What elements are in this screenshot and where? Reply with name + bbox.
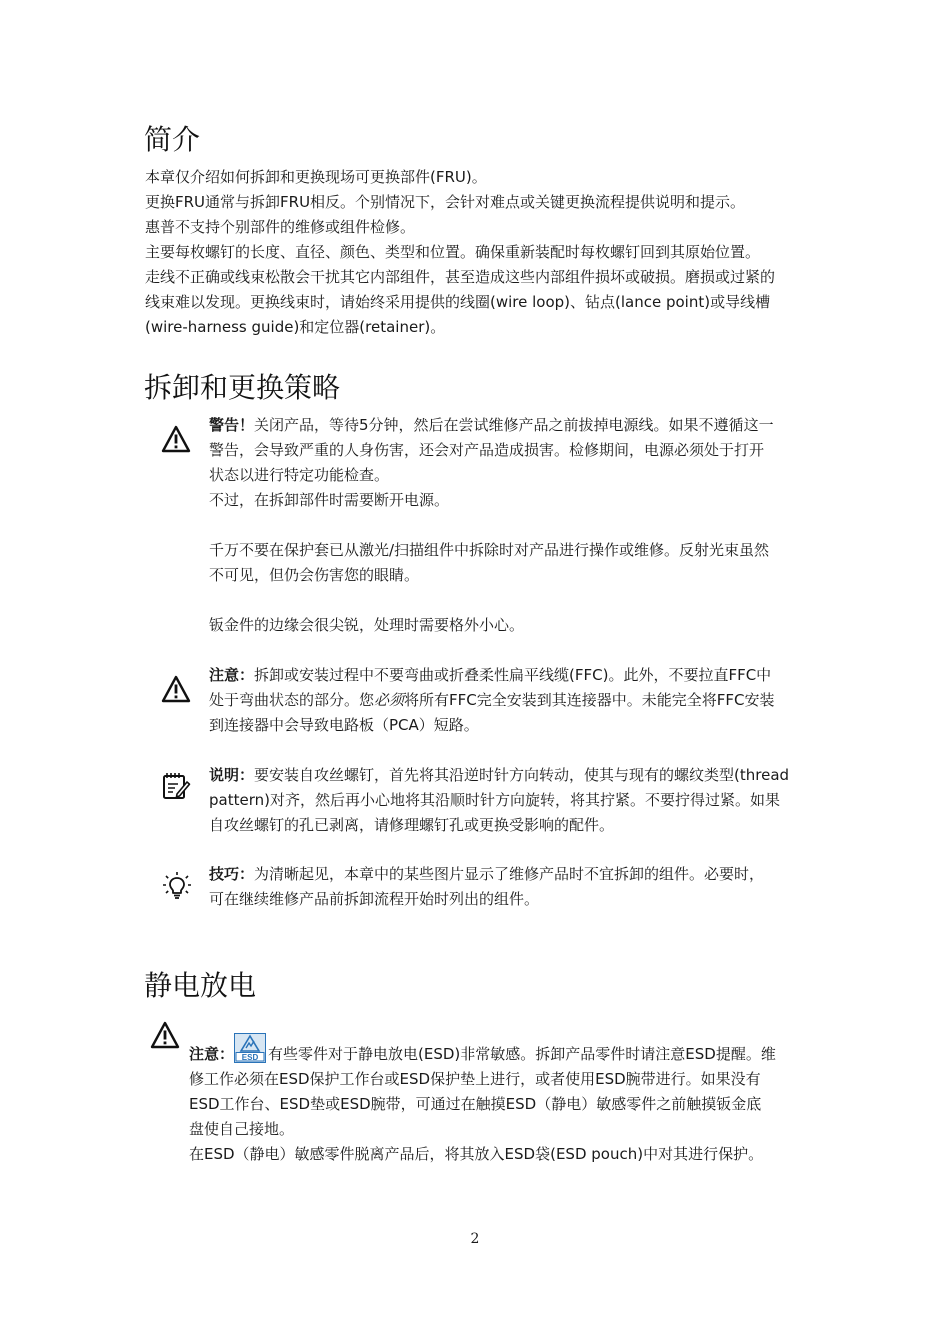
- note-block: [209, 763, 819, 838]
- warning-label: 警告！: [209, 416, 255, 434]
- intro-line: (wire-harness guide)和定位器(retainer)。: [145, 318, 446, 336]
- caution-text: 处于弯曲状态的部分。您: [209, 691, 375, 709]
- tip-block: [209, 862, 819, 912]
- esd-text: ESD工作台、ESD垫或ESD腕带，可通过在触摸ESD（静电）敏感零件之前触摸钣金底: [189, 1095, 762, 1113]
- caution-text: 到连接器中会导致电路板（PCA）短路。: [209, 716, 479, 734]
- warning-text: 钣金件的边缘会很尖锐，处理时需要格外小心。: [209, 616, 525, 634]
- caution-emphasis: 必须: [374, 691, 405, 709]
- intro-line: 更换FRU通常与拆卸FRU相反。个别情况下，会针对难点或关键更换流程提供说明和提示。: [145, 193, 746, 211]
- caution-text: 拆卸或安装过程中不要弯曲或折叠柔性扁平线缆(FFC)。此外，不要拉直FFC中: [254, 666, 772, 684]
- esd-block: [189, 1033, 819, 1167]
- note-text: 自攻丝螺钉的孔已剥离，请修理螺钉孔或更换受影响的配件。: [209, 816, 615, 834]
- caution-triangle-icon: [161, 674, 191, 704]
- note-text: pattern)对齐，然后再小心地将其沿顺时针方向旋转，将其拧紧。不要拧得过紧。如果: [209, 791, 780, 809]
- esd-text: 有些零件对于静电放电(ESD)非常敏感。拆卸产品零件时请注意ESD提醒。维: [268, 1045, 776, 1063]
- tip-text: 为清晰起见，本章中的某些图片显示了维修产品时不宜拆卸的组件。必要时，: [254, 865, 765, 883]
- warning-text: 关闭产品，等待5分钟，然后在尝试维修产品之前拔掉电源线。如果不遵循这一: [254, 416, 774, 434]
- warning-text: 不过，在拆卸部件时需要断开电源。: [209, 491, 450, 509]
- intro-line: 走线不正确或线束松散会干扰其它内部组件，甚至造成这些内部组件损坏或破损。磨损或过紧的: [145, 268, 776, 286]
- esd-label: 注意：: [189, 1045, 235, 1063]
- warning-block: [209, 413, 819, 638]
- tip-text: 可在继续维修产品前拆卸流程开始时列出的组件。: [209, 890, 540, 908]
- tip-label: 技巧：: [209, 865, 255, 883]
- esd-text: 在ESD（静电）敏感零件脱离产品后，将其放入ESD袋(ESD pouch)中对其进行保护。: [189, 1145, 764, 1163]
- section-heading-esd: 静电放电: [144, 969, 257, 1002]
- intro-paragraph: [145, 165, 815, 340]
- caution-label: 注意：: [209, 666, 255, 684]
- warning-triangle-icon: [161, 424, 191, 454]
- caution-text: 将所有FFC完全安装到其连接器中。未能完全将FFC安装: [404, 691, 775, 709]
- section-heading-intro: 简介: [144, 123, 201, 156]
- esd-badge-text: ESD: [241, 1052, 259, 1062]
- intro-line: 主要每枚螺钉的长度、直径、颜色、类型和位置。确保重新装配时每枚螺钉回到其原始位置。: [145, 243, 761, 261]
- esd-text: 修工作必须在ESD保护工作台或ESD保护垫上进行，或者使用ESD腕带进行。如果没有: [189, 1070, 761, 1088]
- section-heading-strategy: 拆卸和更换策略: [144, 371, 341, 404]
- esd-text: 盘使自己接地。: [189, 1120, 295, 1138]
- note-label: 说明：: [209, 766, 255, 784]
- note-text: 要安装自攻丝螺钉，首先将其沿逆时针方向转动，使其与现有的螺纹类型(thread: [254, 766, 790, 784]
- intro-line: 惠普不支持个别部件的维修或组件检修。: [145, 218, 416, 236]
- warning-text: 千万不要在保护套已从激光/扫描组件中拆除时对产品进行操作或维修。反射光束虽然: [209, 541, 770, 559]
- intro-line: 线束难以发现。更换线束时，请始终采用提供的线圈(wire loop)、钻点(lance point)或导线槽: [145, 293, 771, 311]
- warning-text: 不可见，但仍会伤害您的眼睛。: [209, 566, 420, 584]
- page-number: 2: [470, 1231, 480, 1247]
- lightbulb-icon: [162, 871, 192, 901]
- caution-block: [209, 663, 819, 738]
- warning-text: 状态以进行特定功能检查。: [209, 466, 390, 484]
- intro-line: 本章仅介绍如何拆卸和更换现场可更换部件(FRU)。: [145, 168, 487, 186]
- esd-warning-triangle-icon: [150, 1020, 180, 1050]
- warning-text: 警告，会导致严重的人身伤害，还会对产品造成损害。检修期间，电源必须处于打开: [209, 441, 765, 459]
- esd-sensitive-icon: [234, 1033, 266, 1063]
- notepad-icon: [161, 771, 191, 801]
